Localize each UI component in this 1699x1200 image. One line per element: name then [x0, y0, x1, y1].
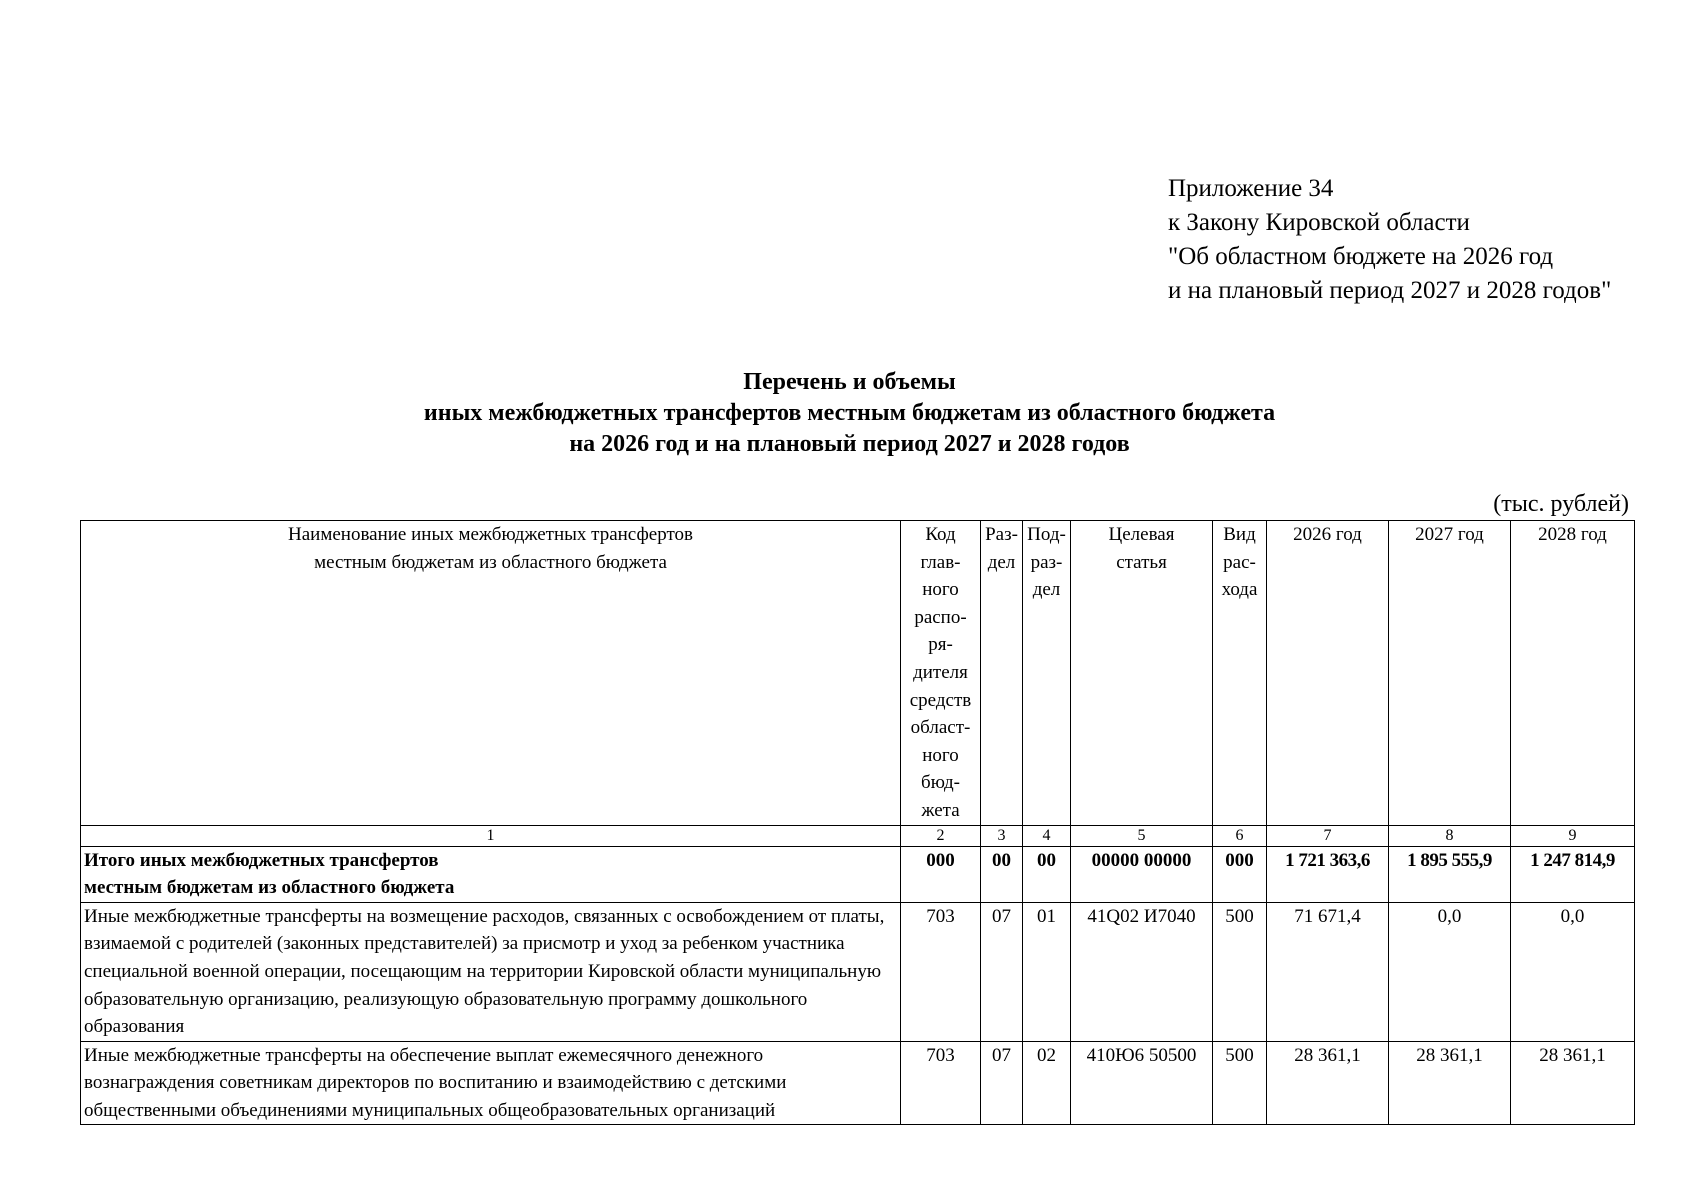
row-target: 00000 00000 [1071, 846, 1213, 902]
column-number: 3 [981, 825, 1023, 846]
header-code-line: област- [910, 717, 971, 739]
header-code-line: ря- [928, 634, 953, 656]
row-amount-2027: 0,0 [1389, 902, 1511, 1041]
header-target-article [1071, 521, 1213, 826]
header-target-line: Целевая [1108, 524, 1175, 545]
column-number-row [81, 825, 1635, 846]
row-amount-2026: 1 721 363,6 [1267, 846, 1389, 902]
row-amount-2028: 28 361,1 [1511, 1041, 1635, 1125]
row-subsection: 01 [1023, 902, 1071, 1041]
transfers-table [80, 520, 1635, 1125]
column-number: 7 [1267, 825, 1389, 846]
header-subsection-line: дел [1032, 579, 1061, 601]
header-name-line-2: местным бюджетам из областного бюджета [314, 551, 667, 573]
header-2028: 2028 год [1511, 521, 1635, 826]
header-exp-line: Вид [1223, 524, 1256, 545]
header-code-line: бюд- [921, 772, 960, 794]
header-2027: 2027 год [1389, 521, 1511, 826]
header-code-line: жета [921, 799, 960, 821]
row-subsection: 00 [1023, 846, 1071, 902]
row-target: 41Q02 И7040 [1071, 902, 1213, 1041]
header-section [981, 521, 1023, 826]
header-section-line: Раз- [985, 524, 1018, 545]
row-section: 07 [981, 902, 1023, 1041]
row-exp-type: 500 [1213, 1041, 1267, 1125]
column-number: 8 [1389, 825, 1511, 846]
title-line-3: на 2026 год и на плановый период 2027 и 2028 годов [569, 431, 1130, 457]
column-number: 5 [1071, 825, 1213, 846]
table-row [81, 1041, 1635, 1125]
row-amount-2027: 28 361,1 [1389, 1041, 1511, 1125]
row-code: 703 [901, 1041, 981, 1125]
column-number: 9 [1511, 825, 1635, 846]
header-section-line: дел [987, 551, 1016, 573]
row-target: 410Ю6 50500 [1071, 1041, 1213, 1125]
row-name: Иные межбюджетные трансферты на обеспечение выплат ежемесячного денежного вознаграждения советникам директоров по воспитанию и взаимодействию с детскими общественными объединениями муниципальных общеобразовательных организаций [81, 1041, 901, 1125]
row-amount-2026: 28 361,1 [1267, 1041, 1389, 1125]
column-number: 2 [901, 825, 981, 846]
header-code-line: глав- [920, 551, 961, 573]
row-amount-2026: 71 671,4 [1267, 902, 1389, 1041]
row-exp-type: 000 [1213, 846, 1267, 902]
column-number: 1 [81, 825, 901, 846]
header-code [901, 521, 981, 826]
document-title [0, 367, 1699, 460]
row-name: Иные межбюджетные трансферты на возмещение расходов, связанных с освобождением от платы, взимаемой с родителей (законных представителей) за присмотр и уход за ребенком участника специальной военной операции, посещающим на территории Кировской области муниципальную образовательную организацию, реализующую образовательную программу дошкольного образования [81, 902, 901, 1041]
table-row [81, 902, 1635, 1041]
units-label: (тыс. рублей) [1493, 491, 1629, 517]
header-expense-type [1213, 521, 1267, 826]
header-code-line: средств [909, 689, 972, 711]
row-amount-2027: 1 895 555,9 [1389, 846, 1511, 902]
title-line-2: иных межбюджетных трансфертов местным бюджетам из областного бюджета [423, 400, 1276, 426]
header-name-line-1: Наименование иных межбюджетных трансфертов [288, 524, 693, 545]
row-subsection: 02 [1023, 1041, 1071, 1125]
header-2026: 2026 год [1267, 521, 1389, 826]
annex-block [1168, 172, 1611, 308]
annex-line-1: Приложение 34 [1168, 175, 1334, 202]
annex-line-4: и на плановый период 2027 и 2028 годов" [1168, 277, 1612, 304]
row-name-line: Итого иных межбюджетных трансфертов [84, 849, 439, 871]
column-number: 6 [1213, 825, 1267, 846]
header-subsection-line: Под- [1027, 524, 1066, 545]
header-target-line: статья [1116, 551, 1167, 573]
row-code: 000 [901, 846, 981, 902]
table-row-total [81, 846, 1635, 902]
header-code-line: Код [925, 524, 956, 545]
header-exp-line: хода [1221, 579, 1258, 601]
row-amount-2028: 0,0 [1511, 902, 1635, 1041]
row-name [81, 846, 901, 902]
header-subsection-line: раз- [1030, 551, 1063, 573]
column-number: 4 [1023, 825, 1071, 846]
row-section: 07 [981, 1041, 1023, 1125]
row-code: 703 [901, 902, 981, 1041]
table-header-row [81, 521, 1635, 826]
annex-line-3: "Об областном бюджете на 2026 год [1168, 243, 1554, 270]
header-exp-line: рас- [1223, 551, 1256, 573]
annex-line-2: к Закону Кировской области [1168, 209, 1470, 236]
row-name-line: местным бюджетам из областного бюджета [84, 877, 455, 899]
header-code-line: ного [922, 579, 959, 601]
header-name [81, 521, 901, 826]
header-subsection [1023, 521, 1071, 826]
header-code-line: распо- [914, 606, 967, 628]
row-amount-2028: 1 247 814,9 [1511, 846, 1635, 902]
header-code-line: ного [922, 744, 959, 766]
header-code-line: дителя [913, 661, 968, 683]
title-line-1: Перечень и объемы [743, 369, 956, 395]
row-section: 00 [981, 846, 1023, 902]
row-exp-type: 500 [1213, 902, 1267, 1041]
